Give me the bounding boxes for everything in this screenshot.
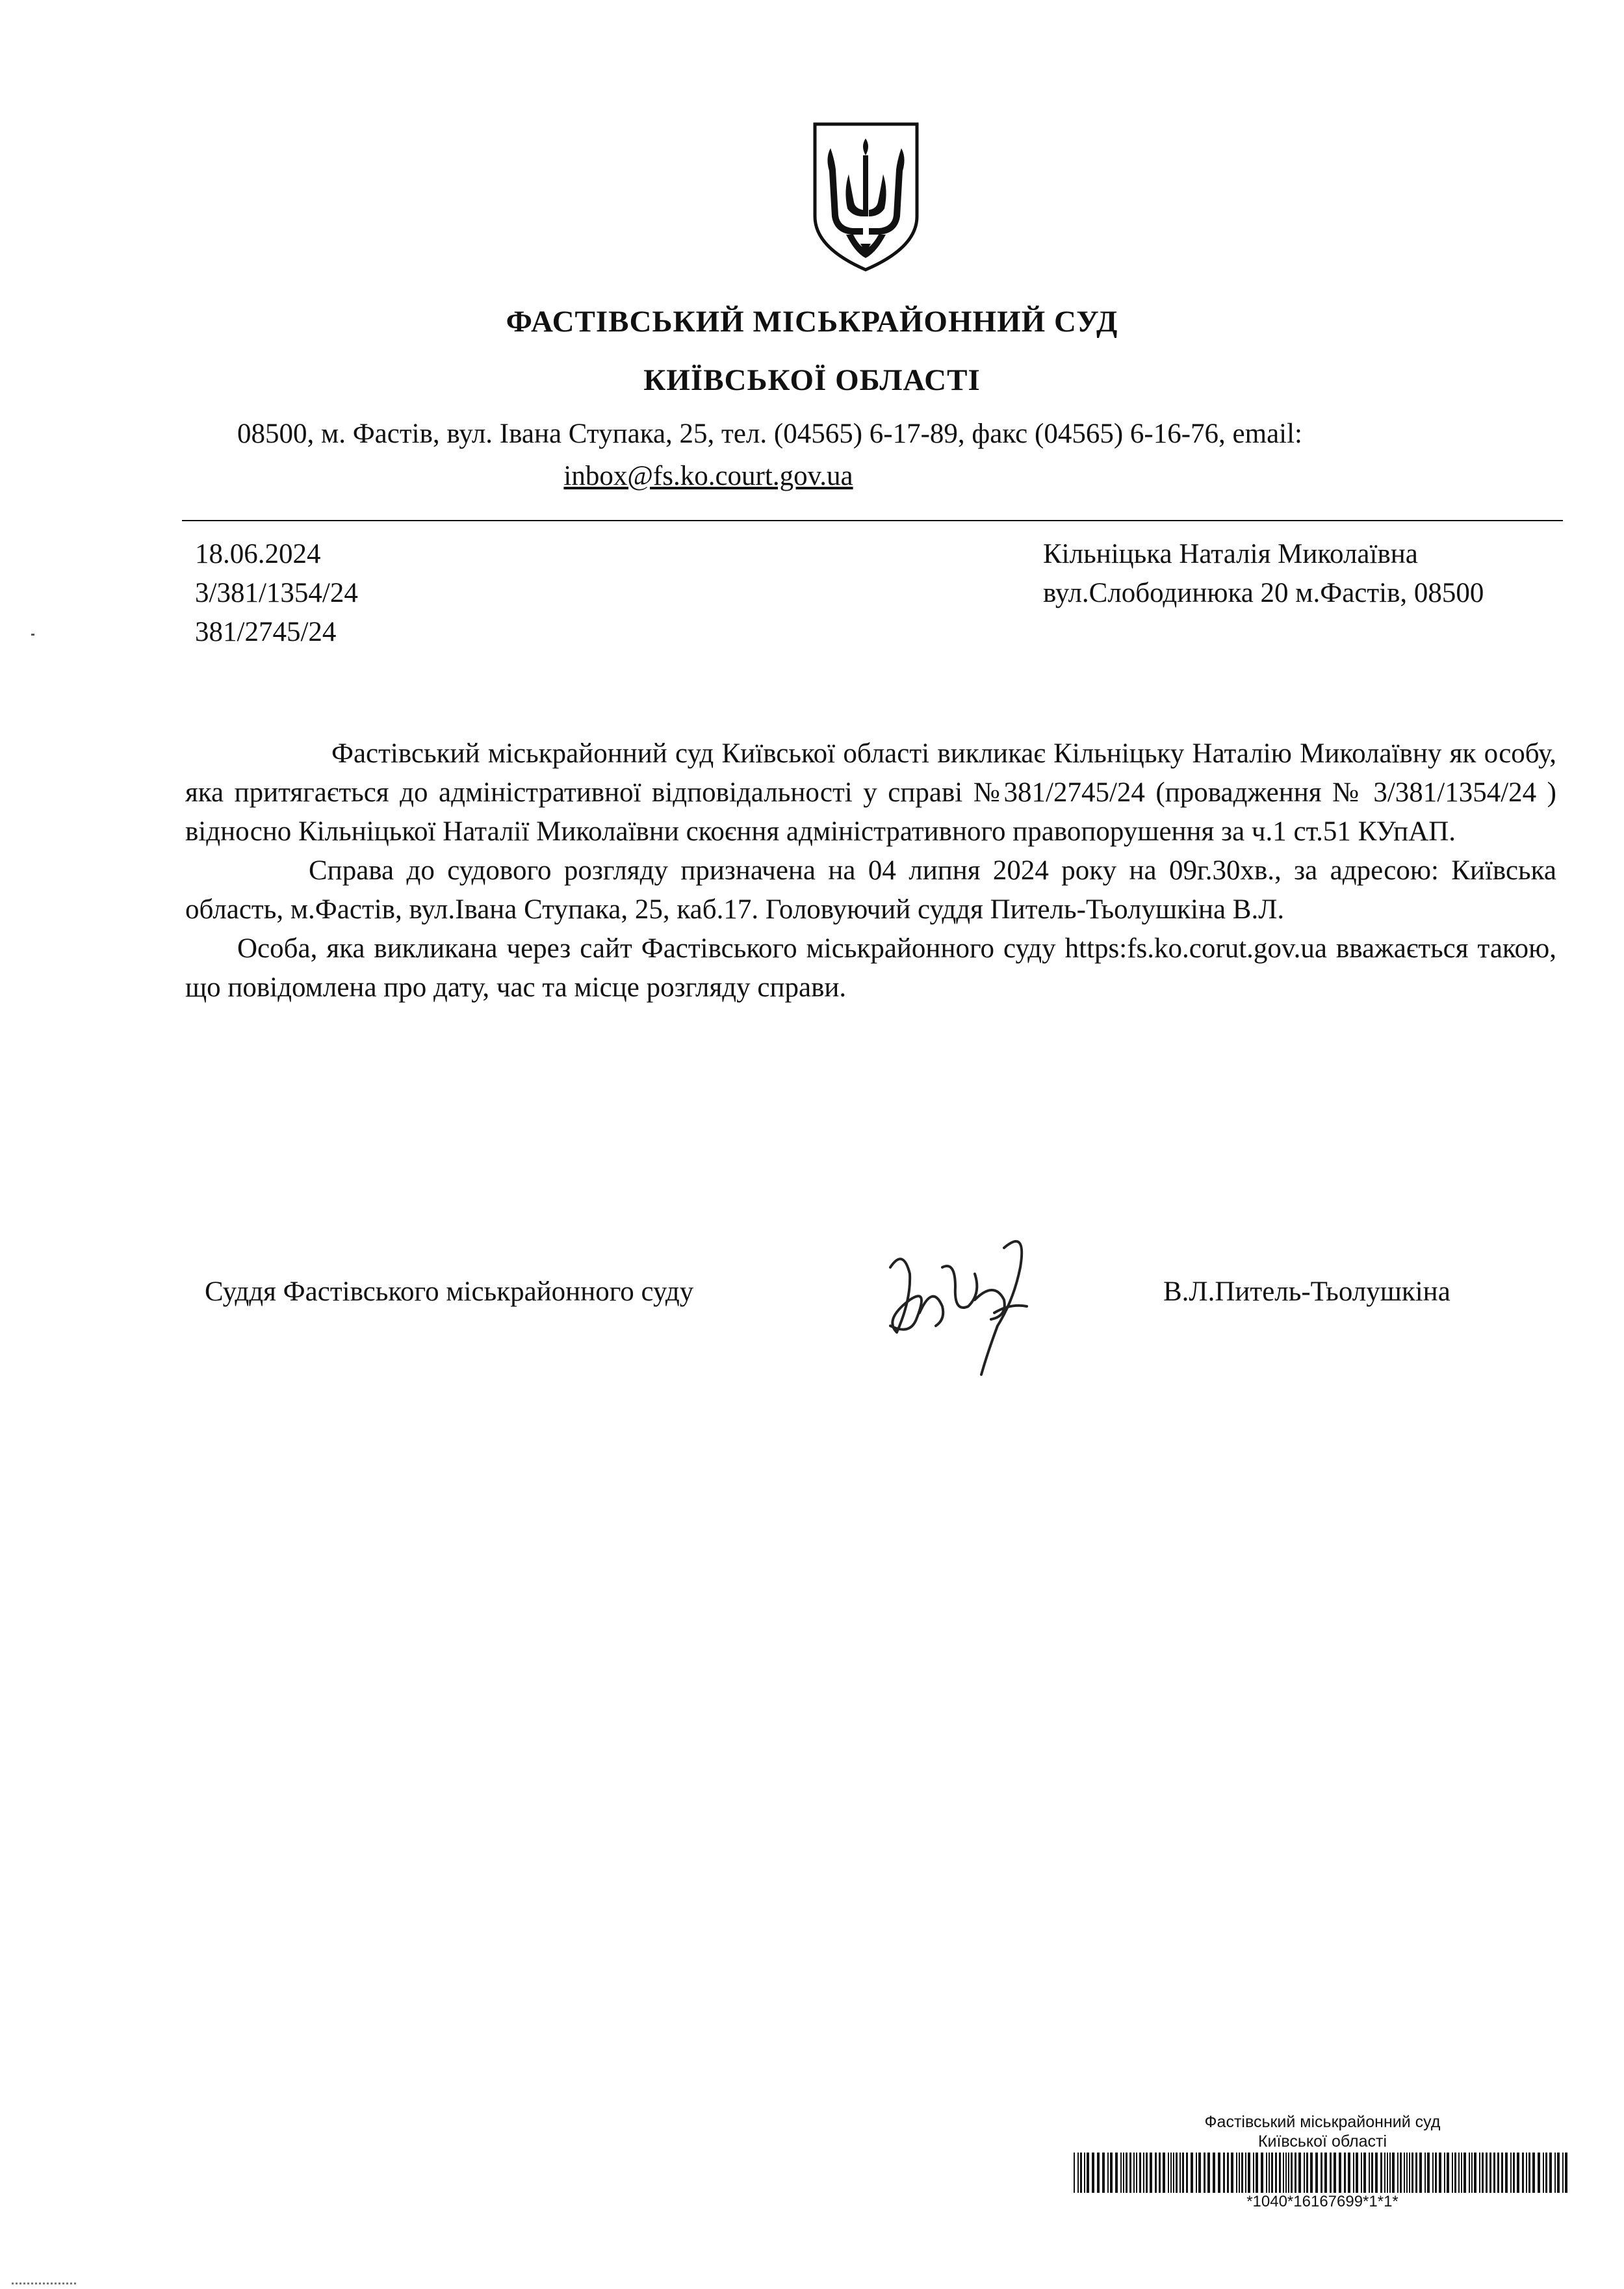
summons-body — [185, 734, 1556, 1007]
judge-name: В.Л.Питель-Тьолушкіна — [1163, 1276, 1450, 1307]
handwritten-signature-icon — [871, 1222, 1059, 1378]
document-meta — [195, 535, 358, 652]
barcode-number: *1040*16167699*1*1* — [1246, 2193, 1398, 2210]
scan-artifact — [12, 2283, 77, 2284]
case-number: 381/2745/24 — [195, 617, 337, 647]
court-email-link[interactable]: inbox@fs.ko.court.gov.ua — [563, 461, 853, 491]
recipient-name: Кільніцька Наталія Миколаївна — [1043, 539, 1418, 569]
stamp-court-region: Київської області — [1257, 2132, 1387, 2151]
court-registry-stamp — [1072, 2112, 1573, 2211]
summons-paragraph-1: Фастівський міськрайонний суд Київської області викликає Кільніцьку Наталію Миколаївну як особу, яка притягається до адміністративної відповідальності у справі №381/2745/24 (провадження № 3/381/1354/24 ) відносно Кільніцької Наталії Миколаївни скоєння адміністративного правопорушення за ч.1 ст.51 КУпАП. — [185, 738, 1556, 847]
scan-artifact — [31, 634, 34, 636]
court-region-heading: КИЇВСЬКОЇ ОБЛАСТІ — [643, 363, 981, 397]
recipient-block — [1043, 535, 1484, 613]
recipient-address: вул.Слободинюка 20 м.Фастів, 08500 — [1043, 578, 1484, 608]
trident-emblem-icon — [806, 119, 926, 275]
barcode — [1072, 2153, 1573, 2193]
court-name-heading: ФАСТІВСЬКИЙ МІСЬКРАЙОННИЙ СУД — [506, 305, 1118, 339]
stamp-court-name: Фастівський міськрайонний суд — [1204, 2113, 1441, 2131]
judge-role: Суддя Фастівського міськрайонного суду — [205, 1276, 694, 1307]
header-divider — [182, 520, 1563, 521]
summons-paragraph-2: Справа до судового розгляду призначена на 04 липня 2024 року на 09г.30хв., за адресою: Київська область, м.Фастів, вул.Івана Ступака, 25, каб.17. Головуючий суддя Питель-Тьолушкіна В.Л. — [185, 855, 1556, 925]
court-address: 08500, м. Фастів, вул. Івана Ступака, 25, тел. (04565) 6-17-89, факс (04565) 6-16-76, email: — [237, 419, 1302, 449]
document-date: 18.06.2024 — [195, 539, 321, 569]
proceeding-number: 3/381/1354/24 — [195, 578, 358, 608]
summons-paragraph-3: Особа, яка викликана через сайт Фастівського міськрайонного суду https:fs.ko.corut.gov.ua вважається такою, що повідомлена про дату, час та місце розгляду справи. — [185, 933, 1556, 1003]
